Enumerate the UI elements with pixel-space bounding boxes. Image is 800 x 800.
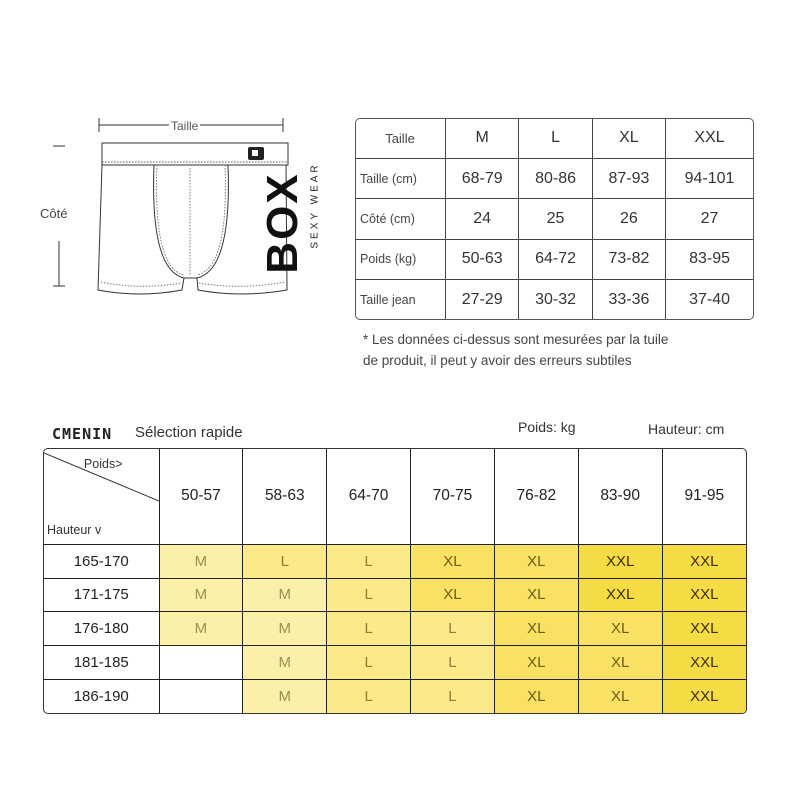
size-cell: XL	[411, 544, 495, 578]
empty-cell	[159, 680, 243, 713]
boxer-illustration	[40, 110, 321, 310]
table-cell: 64-72	[519, 239, 592, 279]
table-cell: 83-95	[666, 239, 753, 279]
brand-box-text: BOX	[258, 172, 307, 274]
size-cell: XXL	[578, 578, 662, 612]
size-cell: XL	[578, 680, 662, 713]
header-cell: XL	[592, 119, 665, 158]
size-cell: XXL	[662, 578, 746, 612]
size-cell: M	[159, 578, 243, 612]
size-cell: L	[411, 612, 495, 646]
table-row	[44, 680, 746, 713]
table-row	[44, 578, 746, 612]
size-cell: M	[243, 646, 327, 680]
size-cell: M	[159, 612, 243, 646]
size-cell: XL	[578, 612, 662, 646]
table-cell: 37-40	[666, 280, 753, 319]
size-cell: XXL	[662, 680, 746, 713]
brand-logo: CMENIN	[52, 425, 113, 443]
size-cell: XL	[494, 680, 578, 713]
note-line: de produit, il peut y avoir des erreurs subtiles	[363, 353, 632, 368]
corner-height-label: Hauteur v	[47, 522, 102, 537]
size-cell: L	[327, 646, 411, 680]
table-cell: 30-32	[519, 280, 592, 319]
weight-column-header: 64-70	[327, 449, 411, 544]
table-row	[44, 612, 746, 646]
height-row-label: 186-190	[44, 680, 159, 713]
row-label: Côté (cm)	[356, 199, 446, 239]
weight-column-header: 91-95	[662, 449, 746, 544]
size-table-header-row	[356, 119, 753, 158]
table-row	[356, 158, 753, 198]
weight-header-row	[44, 449, 746, 544]
table-cell: 33-36	[592, 280, 665, 319]
size-cell: XL	[494, 544, 578, 578]
row-label: Taille (cm)	[356, 158, 446, 198]
row-label: Poids (kg)	[356, 239, 446, 279]
height-unit-label: Hauteur: cm	[648, 421, 725, 437]
table-row	[356, 239, 753, 279]
size-cell: L	[327, 544, 411, 578]
side-dimension-label: Côté	[40, 206, 68, 221]
weight-column-header: 58-63	[243, 449, 327, 544]
height-row-label: 171-175	[44, 578, 159, 612]
corner-weight-label: Poids>	[83, 457, 123, 471]
size-cell: L	[411, 680, 495, 713]
size-cell: M	[243, 612, 327, 646]
corner-header-cell	[44, 449, 159, 544]
size-cell: XL	[578, 646, 662, 680]
table-cell: 87-93	[592, 158, 665, 198]
table-cell: 73-82	[592, 239, 665, 279]
size-cell: L	[327, 680, 411, 713]
size-cell: L	[243, 544, 327, 578]
table-cell: 24	[446, 199, 519, 239]
size-cell: L	[327, 578, 411, 612]
empty-cell	[159, 646, 243, 680]
weight-column-header: 70-75	[411, 449, 495, 544]
note-line: * Les données ci-dessus sont mesurées par la tuile	[363, 332, 669, 347]
table-cell: 80-86	[519, 158, 592, 198]
weight-column-header: 50-57	[159, 449, 243, 544]
table-row	[356, 280, 753, 319]
table-cell: 27-29	[446, 280, 519, 319]
size-cell: XXL	[662, 544, 746, 578]
table-row	[356, 199, 753, 239]
size-cell: XXL	[662, 612, 746, 646]
size-cell: XL	[494, 612, 578, 646]
size-cell: XL	[411, 578, 495, 612]
size-cell: XL	[494, 578, 578, 612]
width-dimension-label: Taille	[171, 119, 199, 133]
size-cell: XL	[494, 646, 578, 680]
table-cell: 68-79	[446, 158, 519, 198]
measurement-note	[363, 329, 668, 371]
table-cell: 25	[519, 199, 592, 239]
size-cell: XXL	[662, 646, 746, 680]
size-cell: M	[243, 680, 327, 713]
weight-unit-label: Poids: kg	[518, 419, 576, 435]
size-cell: L	[411, 646, 495, 680]
size-cell: L	[327, 612, 411, 646]
weight-column-header: 83-90	[578, 449, 662, 544]
row-label: Taille jean	[356, 280, 446, 319]
height-row-label: 165-170	[44, 544, 159, 578]
brand-sexy-wear-text: SEXY WEAR	[309, 162, 321, 249]
table-cell: 50-63	[446, 239, 519, 279]
height-row-label: 176-180	[44, 612, 159, 646]
header-cell: L	[519, 119, 592, 158]
weight-column-header: 76-82	[494, 449, 578, 544]
table-cell: 26	[592, 199, 665, 239]
table-cell: 94-101	[666, 158, 753, 198]
quick-selection-title: Sélection rapide	[135, 424, 243, 441]
table-cell: 27	[666, 199, 753, 239]
header-cell: Taille	[356, 119, 446, 158]
table-row	[44, 646, 746, 680]
table-row	[44, 544, 746, 578]
quick-selection-table	[43, 448, 747, 714]
height-row-label: 181-185	[44, 646, 159, 680]
size-measurement-table	[355, 118, 754, 320]
size-cell: M	[243, 578, 327, 612]
header-cell: M	[446, 119, 519, 158]
size-cell: XXL	[578, 544, 662, 578]
size-cell: M	[159, 544, 243, 578]
header-cell: XXL	[666, 119, 753, 158]
